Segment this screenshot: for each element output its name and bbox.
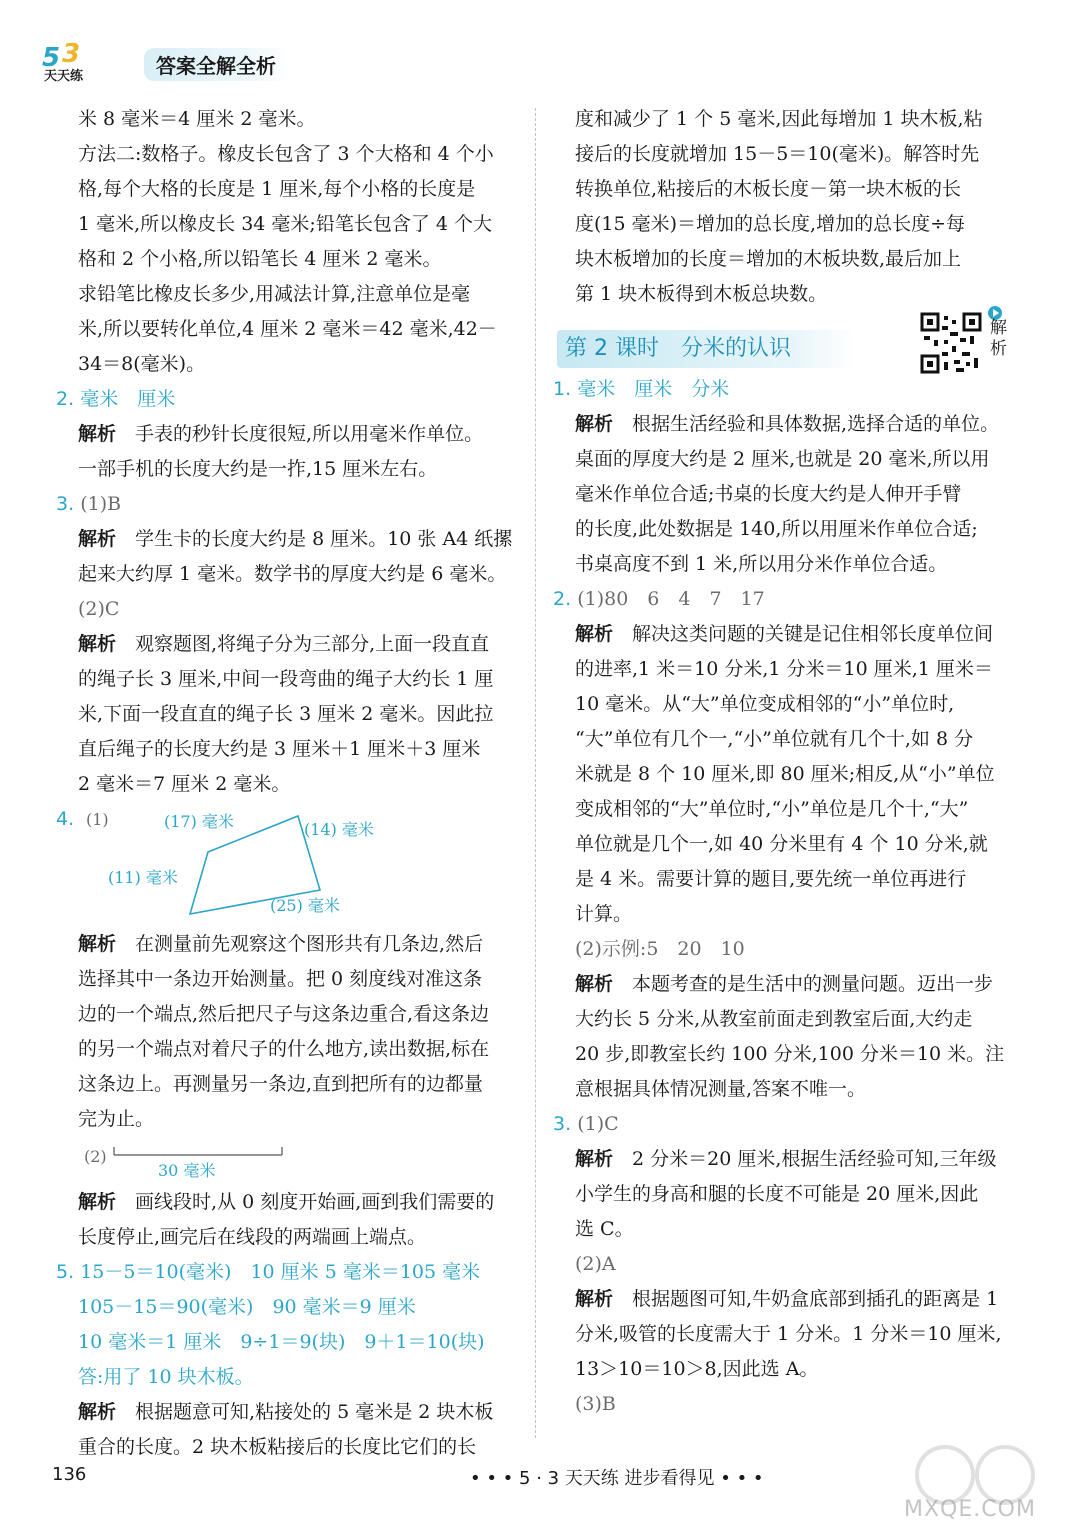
text-line: 转换单位,粘接后的木板长度－第一块木板的长	[575, 178, 962, 200]
question-3	[553, 1107, 1015, 1142]
text-line: 的进率,1 米＝10 分米,1 分米＝10 厘米,1 厘米＝	[575, 658, 993, 680]
text-line: 变成相邻的“大”单位时,“小”单位是几个十,“大”	[575, 798, 969, 820]
explanation-tag: 解析	[575, 623, 614, 645]
text: 在测量前先观察这个图形共有几条边,然后	[135, 933, 484, 955]
page-header	[40, 40, 320, 86]
text-line: 边的一个端点,然后把尺子与这条边重合,看这条边	[78, 1003, 490, 1025]
explanation-line	[78, 417, 518, 452]
text-line: 方法二:数格子。橡皮长包含了 3 个大格和 4 个小	[78, 143, 494, 165]
explanation-line	[78, 627, 518, 662]
answer: (2)示例:5 20 10	[575, 938, 745, 960]
text-line: 小学生的身高和腿的长度不可能是 20 厘米,因此	[575, 1183, 979, 1205]
part-label: (1)	[86, 810, 109, 829]
text-line: 的另一个端点对着尺子的什么地方,读出数据,标在	[78, 1038, 490, 1060]
explanation-tag: 解析	[78, 423, 117, 445]
brand-logo	[40, 40, 114, 82]
text-line: 度(15 毫米)＝增加的总长度,增加的总长度÷每	[575, 213, 966, 235]
explanation-tag: 解析	[575, 413, 614, 435]
text-line: 大约长 5 分米,从教室前面走到教室后面,大约走	[575, 1008, 973, 1030]
question-5	[56, 1255, 518, 1290]
text-line: 起来大约厚 1 毫米。数学书的厚度大约是 6 毫米。	[78, 563, 507, 585]
text-line: 20 步,即教室长约 100 分米,100 分米＝10 米。注	[575, 1043, 1005, 1065]
explanation-line	[78, 1185, 518, 1220]
explanation-line	[78, 927, 518, 962]
column-divider	[535, 108, 536, 1438]
text-line: 米,下面一段直直的绳子长 3 厘米 2 毫米。因此拉	[78, 703, 494, 725]
text: 观察题图,将绳子分为三部分,上面一段直直	[135, 633, 490, 655]
question-number: 5.	[56, 1261, 75, 1283]
svg-text:3: 3	[62, 40, 81, 69]
answer: 毫米 厘米 分米	[577, 378, 730, 400]
segment-label: 30 毫米	[158, 1161, 216, 1180]
qr-label: 解析	[990, 318, 1007, 359]
explanation-tag: 解析	[575, 973, 614, 995]
text: 解决这类问题的关键是记住相邻长度单位间	[632, 623, 994, 645]
explanation-line	[575, 1282, 1015, 1317]
answer: 毫米 厘米	[80, 388, 176, 410]
svg-text:5: 5	[42, 43, 61, 73]
question-3	[56, 487, 518, 522]
text-line: 分米,吸管的长度需大于 1 分米。1 分米＝10 厘米,	[575, 1323, 1002, 1345]
header-title: 答案全解全析	[144, 48, 290, 81]
explanation-tag: 解析	[575, 1148, 614, 1170]
answer: 105－15＝90(毫米) 90 毫米＝9 厘米	[78, 1296, 416, 1318]
text: 根据题图可知,牛奶盒底部到插孔的距离是 1	[632, 1288, 999, 1310]
text: 根据生活经验和具体数据,选择合适的单位。	[632, 413, 1000, 435]
explanation-tag: 解析	[575, 1288, 614, 1310]
text: 根据题意可知,粘接处的 5 毫米是 2 块木板	[135, 1401, 494, 1423]
text-line: 计算。	[575, 903, 633, 925]
text-line: 格,每个大格的长度是 1 厘米,每个小格的长度是	[78, 178, 476, 200]
footer-slogan: • • • 5 · 3 天天练 进步看得见 • • •	[470, 1468, 764, 1489]
answer: (1)80 6 4 7 17	[577, 588, 765, 610]
text-line: 桌面的厚度大约是 2 厘米,也就是 20 毫米,所以用	[575, 448, 990, 470]
text: 画线段时,从 0 刻度开始画,画到我们需要的	[135, 1191, 495, 1213]
watermark-text: MXQE.COM	[904, 1497, 1036, 1522]
question-number: 1.	[553, 378, 572, 400]
explanation-line	[78, 522, 518, 557]
text-line: “大”单位有几个一,“小”单位就有几个十,如 8 分	[575, 728, 974, 750]
explanation-tag: 解析	[78, 1401, 117, 1423]
text-line: 是 4 米。需要计算的题目,要先统一单位再进行	[575, 868, 967, 890]
left-column	[56, 102, 518, 1465]
text-line: 2 毫米＝7 厘米 2 毫米。	[78, 773, 291, 795]
text-line: 米,所以要转化单位,4 厘米 2 毫米＝42 毫米,42－	[78, 318, 497, 340]
side-label-left: (11) 毫米	[108, 868, 178, 887]
question-2	[553, 582, 1015, 617]
text-line: 意根据具体情况测量,答案不唯一。	[575, 1078, 867, 1100]
question-2	[56, 382, 518, 417]
text-line: 度和减少了 1 个 5 毫米,因此每增加 1 块木板,粘	[575, 108, 983, 130]
explanation-line	[575, 617, 1015, 652]
question-number: 2.	[553, 588, 572, 610]
text-line: 重合的长度。2 块木板粘接后的长度比它们的长	[78, 1436, 477, 1458]
line-segment	[78, 1137, 518, 1185]
text-line: 格和 2 个小格,所以铅笔长 4 厘米 2 毫米。	[78, 248, 442, 270]
explanation-tag: 解析	[78, 1191, 117, 1213]
text-line: 接后的长度就增加 15－5＝10(毫米)。解答时先	[575, 143, 980, 165]
answer: (1)B	[80, 493, 122, 515]
explanation-tag: 解析	[78, 933, 117, 955]
line-segment-figure	[78, 1137, 518, 1185]
answer: 15－5＝10(毫米) 10 厘米 5 毫米＝105 毫米	[80, 1261, 481, 1283]
text-line: 34＝8(毫米)。	[78, 353, 206, 375]
text: 学生卡的长度大约是 8 厘米。10 张 A4 纸摞	[135, 528, 513, 550]
text-line: 直后绳子的长度大约是 3 厘米＋1 厘米＋3 厘米	[78, 738, 481, 760]
part-label: (2)	[84, 1147, 107, 1166]
text-line: 第 1 块木板得到木板总块数。	[575, 283, 828, 305]
text-line: 米就是 8 个 10 厘米,即 80 厘米;相反,从“小”单位	[575, 763, 995, 785]
text-line: 10 毫米。从“大”单位变成相邻的“小”单位时,	[575, 693, 955, 715]
text-line: 求铅笔比橡皮长多少,用减法计算,注意单位是毫	[78, 283, 471, 305]
section-title: 第 2 课时 分米的认识	[557, 330, 855, 368]
text-line: 长度停止,画完后在线段的两端画上端点。	[78, 1226, 427, 1248]
text-line: 13＞10＝10＞8,因此选 A。	[575, 1358, 819, 1380]
text-line: 选择其中一条边开始测量。把 0 刻度线对准这条	[78, 968, 483, 990]
text-line: 一部手机的长度大约是一拃,15 厘米左右。	[78, 458, 438, 480]
text-line: 这条边上。再测量另一条边,直到把所有的边都量	[78, 1073, 484, 1095]
answer: (2)A	[575, 1253, 616, 1275]
text-line: 的绳子长 3 厘米,中间一段弯曲的绳子大约长 1 厘	[78, 668, 494, 690]
text-line: 毫米作单位合适;书桌的长度大约是人伸开手臂	[575, 483, 962, 505]
explanation-line	[78, 1395, 518, 1430]
side-label-right: (14) 毫米	[304, 820, 374, 839]
explanation-line	[575, 967, 1015, 1002]
text-line: 1 毫米,所以橡皮长 34 毫米;铅笔长包含了 4 个大	[78, 213, 492, 235]
text-line: 块木板增加的长度＝增加的木板块数,最后加上	[575, 248, 962, 270]
answer: 答:用了 10 块木板。	[78, 1366, 254, 1388]
explanation-tag: 解析	[78, 528, 117, 550]
answer: 10 毫米＝1 厘米 9÷1＝9(块) 9＋1＝10(块)	[78, 1331, 485, 1353]
question-number: 2.	[56, 388, 75, 410]
question-number: 4.	[56, 808, 75, 830]
explanation-line	[575, 1142, 1015, 1177]
text-line: 的长度,此处数据是 140,所以用厘米作单位合适;	[575, 518, 978, 540]
explanation-line	[575, 407, 1015, 442]
question-number: 3.	[56, 493, 75, 515]
quadrilateral-figure	[56, 802, 518, 927]
text-line: 选 C。	[575, 1218, 634, 1240]
explanation-tag: 解析	[78, 633, 117, 655]
text: 本题考查的是生活中的测量问题。迈出一步	[632, 973, 994, 995]
qr-code-icon[interactable]	[920, 312, 982, 374]
text-line: 米 8 毫米＝4 厘米 2 毫米。	[78, 108, 316, 130]
text: 2 分米＝20 厘米,根据生活经验可知,三年级	[632, 1148, 997, 1170]
svg-text:天天练: 天天练	[44, 69, 84, 82]
page-number: 136	[52, 1464, 87, 1485]
side-label-top: (17) 毫米	[164, 812, 234, 831]
question-1	[553, 372, 1015, 407]
section-header	[565, 318, 1015, 372]
text-line: 完为止。	[78, 1108, 155, 1130]
answer: (3)B	[575, 1393, 616, 1415]
right-column	[553, 102, 1015, 1422]
side-label-bottom: (25) 毫米	[270, 896, 340, 915]
answer: (2)C	[78, 598, 120, 620]
text-line: 书桌高度不到 1 米,所以用分米作单位合适。	[575, 553, 948, 575]
question-number: 3.	[553, 1113, 572, 1135]
text: 手表的秒针长度很短,所以用毫米作单位。	[135, 423, 484, 445]
text-line: 单位就是几个一,如 40 分米里有 4 个 10 分米,就	[575, 833, 988, 855]
answer: (1)C	[577, 1113, 619, 1135]
